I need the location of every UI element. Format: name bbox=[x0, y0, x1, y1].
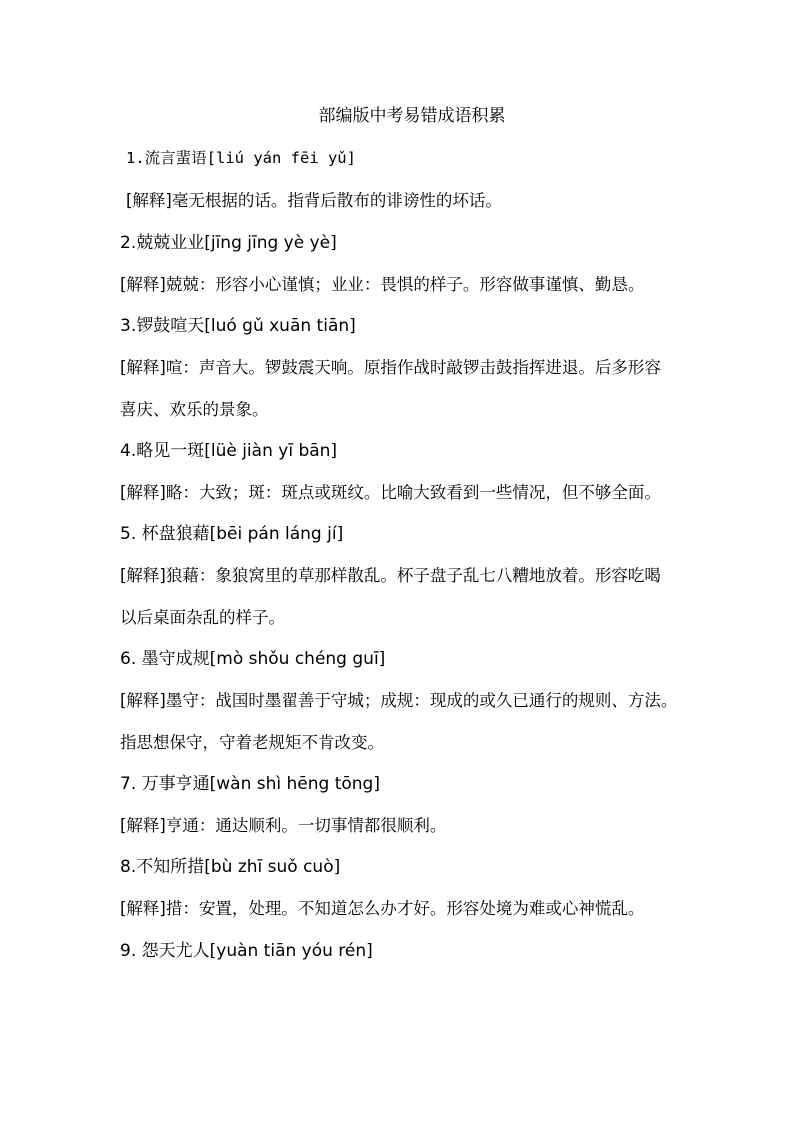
entry-heading-7: 7. 万事亨通[wàn shì hēng tōng] bbox=[120, 774, 380, 794]
entry-explanation-5a: [解释]狼藉：象狼窝里的草那样散乱。杯子盘子乱七八糟地放着。形容吃喝 bbox=[120, 566, 661, 585]
entry-heading-1: 1.流言蜚语[liú yán fēi yǔ] bbox=[126, 149, 356, 167]
entry-heading-9: 9. 怨天尤人[yuàn tiān yóu rén] bbox=[120, 941, 373, 961]
entry-heading-2: 2.兢兢业业[jīng jīng yè yè] bbox=[120, 233, 337, 253]
entry-heading-6: 6. 墨守成规[mò shǒu chéng guī] bbox=[120, 649, 386, 669]
entry-explanation-5b: 以后桌面杂乱的样子。 bbox=[120, 608, 285, 627]
page-title: 部编版中考易错成语积累 bbox=[318, 106, 506, 126]
entry-explanation-2: [解释]兢兢：形容小心谨慎；业业：畏惧的样子。形容做事谨慎、勤恳。 bbox=[120, 275, 645, 294]
entry-explanation-3b: 喜庆、欢乐的景象。 bbox=[120, 400, 269, 419]
entry-heading-3: 3.锣鼓喧天[luó gǔ xuān tiān] bbox=[120, 316, 356, 336]
entry-heading-4: 4.略见一斑[lüè jiàn yī bān] bbox=[120, 441, 338, 461]
entry-explanation-6a: [解释]墨守：战国时墨翟善于守城；成规：现成的或久已通行的规则、方法。 bbox=[120, 691, 678, 710]
entry-explanation-6b: 指思想保守，守着老规矩不肯改变。 bbox=[120, 733, 384, 752]
entry-explanation-4: [解释]略：大致；斑：斑点或斑纹。比喻大致看到一些情况，但不够全面。 bbox=[120, 483, 661, 502]
entry-explanation-3a: [解释]喧：声音大。锣鼓震天响。原指作战时敲锣击鼓指挥进退。后多形容 bbox=[120, 358, 661, 377]
entry-explanation-1: [解释]毫无根据的话。指背后散布的诽谤性的坏话。 bbox=[126, 191, 502, 210]
entry-heading-5: 5. 杯盘狼藉[bēi pán láng jí] bbox=[120, 524, 344, 544]
entry-heading-8: 8.不知所措[bù zhī suǒ cuò] bbox=[120, 857, 341, 877]
entry-explanation-7: [解释]亨通：通达顺利。一切事情都很顺利。 bbox=[120, 816, 447, 835]
entry-explanation-8: [解释]措：安置，处理。不知道怎么办才好。形容处境为难或心神慌乱。 bbox=[120, 899, 645, 918]
